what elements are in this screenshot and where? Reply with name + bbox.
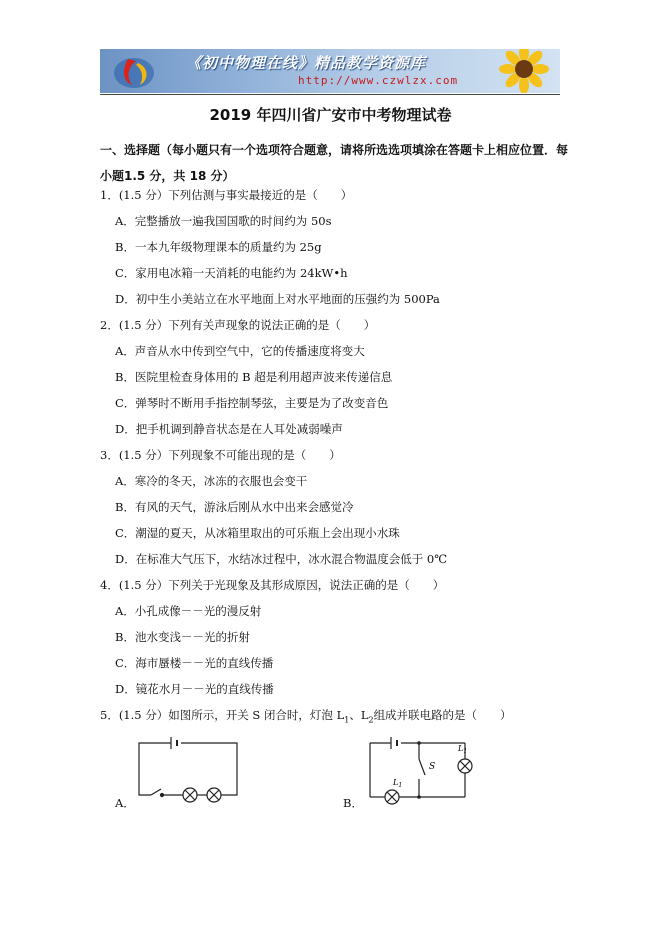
- question-5-sub-1: 1: [344, 715, 350, 725]
- question-3-option-b: B．有风的天气，游泳后刚从水中出来会感觉冷: [115, 500, 354, 514]
- section-heading-line-2: 小题1.5 分，共 18 分）: [100, 169, 235, 183]
- question-2-stem: 2．(1.5 分）下列有关声现象的说法正确的是（ ）: [100, 318, 376, 332]
- question-5-stem-sep: 、L: [349, 708, 369, 722]
- question-5-option-a-label: A．: [115, 796, 135, 810]
- lamp-right-label: $L_1$: [458, 744, 468, 755]
- question-1-stem: 1．(1.5 分）下列估测与事实最接近的是（ ）: [100, 188, 353, 202]
- question-3-option-d: D．在标准大气压下，水结冰过程中，冰水混合物温度会低于 0℃: [115, 552, 448, 566]
- question-4-option-a: A．小孔成像－－光的漫反射: [115, 604, 262, 618]
- question-2-option-a: A．声音从水中传到空气中，它的传播速度将变大: [115, 344, 365, 358]
- question-4-stem: 4．(1.5 分）下列关于光现象及其形成原因，说法正确的是（ ）: [100, 578, 445, 592]
- question-5-stem: [100, 707, 512, 728]
- question-1-option-a: A．完整播放一遍我国国歌的时间约为 50s: [115, 214, 332, 228]
- banner-url[interactable]: http://www.czwlzx.com: [298, 74, 459, 87]
- question-1-option-b: B．一本九年级物理课本的质量约为 25g: [115, 240, 322, 254]
- question-3-option-a: A．寒冷的冬天，冰冻的衣服也会变干: [115, 474, 308, 488]
- question-5-sub-2: 2: [368, 715, 374, 725]
- question-4-option-c: C．海市蜃楼－－光的直线传播: [115, 656, 274, 670]
- question-2-option-c: C．弹琴时不断用手指控制琴弦，主要是为了改变音色: [115, 396, 389, 410]
- question-2-option-d: D．把手机调到静音状态是在人耳处减弱噪声: [115, 422, 343, 436]
- question-4-option-d: D．镜花水月－－光的直线传播: [115, 682, 274, 696]
- section-heading: [100, 137, 570, 189]
- switch-s-label: S: [429, 762, 436, 772]
- question-2-option-b: B．医院里检查身体用的 B 超是利用超声波来传递信息: [115, 370, 393, 384]
- question-5-option-b-label: B．: [343, 796, 363, 810]
- site-logo-icon: [108, 51, 168, 91]
- question-1-option-c: C．家用电冰箱一天消耗的电能约为 24kW•h: [115, 266, 348, 280]
- sunflower-icon: [484, 49, 554, 93]
- header-rule: [100, 94, 560, 95]
- banner-title: 《初中物理在线》精品教学资源库: [186, 54, 427, 72]
- circuit-b-diagram: [365, 731, 475, 811]
- header-banner: [100, 49, 560, 93]
- question-5-stem-suffix: 组成并联电路的是（ ）: [373, 708, 512, 722]
- question-3-stem: 3．(1.5 分）下列现象不可能出现的是（ ）: [100, 448, 341, 462]
- circuit-a-diagram: [133, 733, 243, 809]
- question-3-option-c: C．潮湿的夏天，从冰箱里取出的可乐瓶上会出现小水珠: [115, 526, 400, 540]
- lamp-left-label: $L_1$: [393, 778, 403, 789]
- question-4-option-b: B．池水变浅－－光的折射: [115, 630, 250, 644]
- section-heading-line-1: 一、选择题（每小题只有一个选项符合题意，请将所选选项填涂在答题卡上相应位置．每: [100, 143, 569, 157]
- question-1-option-d: D．初中生小美站立在水平地面上对水平地面的压强约为 500Pa: [115, 292, 440, 306]
- question-5-stem-prefix: 5．(1.5 分）如图所示，开关 S 闭合时，灯泡 L: [100, 708, 345, 722]
- document-title: 2019 年四川省广安市中考物理试卷: [209, 106, 452, 124]
